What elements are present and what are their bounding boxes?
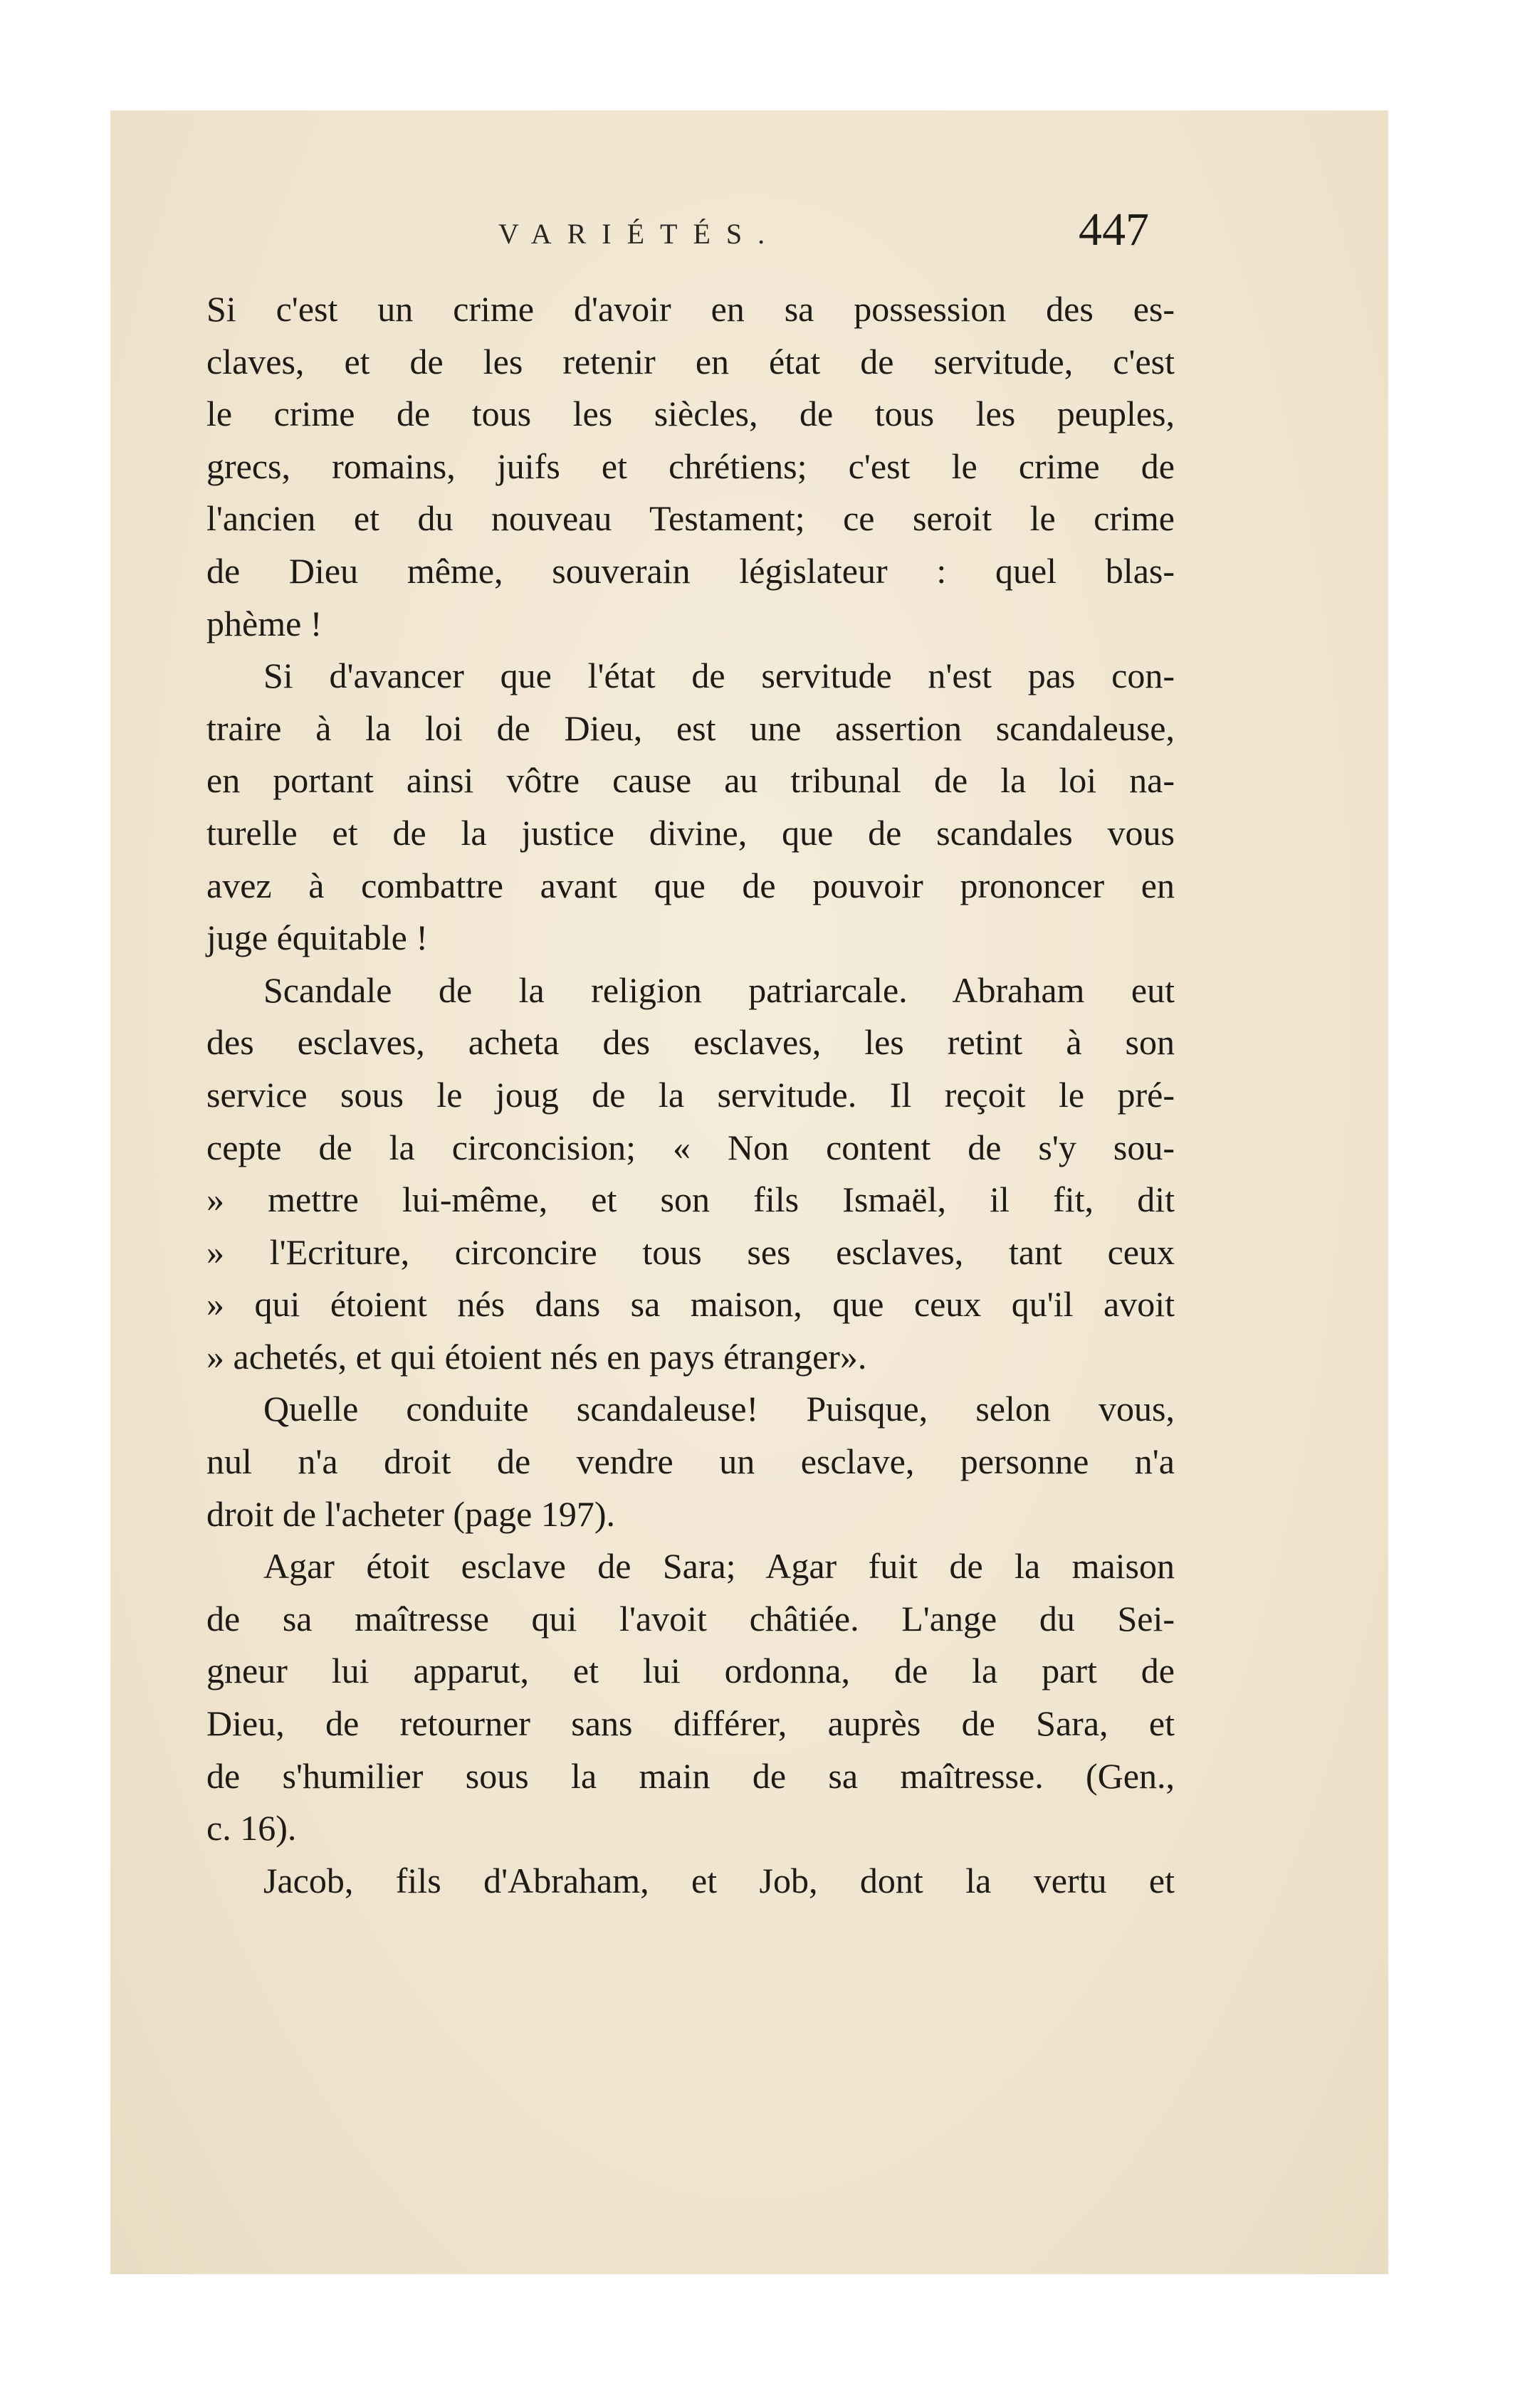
text-line: en portant ainsi vôtre cause au tribunal de la loi na- bbox=[206, 760, 1175, 801]
text-line: avez à combattre avant que de pouvoir prononcer en bbox=[206, 865, 1175, 905]
paragraph-first-line: Scandale de la religion patriarcale. Abraham eut bbox=[263, 969, 1175, 1010]
text-line: service sous le joug de la servitude. Il reçoit le pré- bbox=[206, 1074, 1175, 1115]
text-line: le crime de tous les siècles, de tous les peuples, bbox=[206, 394, 1175, 434]
text-line: grecs, romains, juifs et chrétiens; c'est le crime de bbox=[206, 446, 1175, 486]
text-line: traire à la loi de Dieu, est une assertion scandaleuse, bbox=[206, 708, 1175, 748]
text-line: de sa maîtresse qui l'avoit châtiée. L'ange du Sei- bbox=[206, 1598, 1175, 1639]
text-line: des esclaves, acheta des esclaves, les retint à son bbox=[206, 1022, 1175, 1063]
text-line: de s'humilier sous la main de sa maîtresse. (Gen., bbox=[206, 1755, 1175, 1796]
text-line: nul n'a droit de vendre un esclave, personne n'a bbox=[206, 1441, 1175, 1482]
page-number: 447 bbox=[1079, 204, 1149, 256]
text-line: droit de l'acheter (page 197). bbox=[206, 1493, 616, 1534]
paragraph-first-line: Jacob, fils d'Abraham, et Job, dont la vertu et bbox=[263, 1860, 1175, 1900]
text-line: juge équitable ! bbox=[206, 918, 428, 958]
paragraph-first-line: Quelle conduite scandaleuse! Puisque, selon vous, bbox=[263, 1389, 1175, 1429]
text-line: turelle et de la justice divine, que de scandales vous bbox=[206, 812, 1175, 853]
paragraph-first-line: Agar étoit esclave de Sara; Agar fuit de la maison bbox=[263, 1546, 1175, 1587]
text-line: Dieu, de retourner sans différer, auprès de Sara, et bbox=[206, 1703, 1175, 1744]
text-line: gneur lui apparut, et lui ordonna, de la part de bbox=[206, 1651, 1175, 1691]
text-line: » qui étoient nés dans sa maison, que ceux qu'il avoit bbox=[206, 1284, 1175, 1325]
paragraph-first-line: Si d'avancer que l'état de servitude n'est pas con- bbox=[263, 656, 1175, 696]
text-line: » l'Ecriture, circoncire tous ses esclaves, tant ceux bbox=[206, 1231, 1175, 1272]
text-line: de Dieu même, souverain législateur : quel blas- bbox=[206, 550, 1175, 591]
text-line: claves, et de les retenir en état de servitude, c'est bbox=[206, 341, 1175, 382]
text-line: » mettre lui-même, et son fils Ismaël, il fit, dit bbox=[206, 1179, 1175, 1220]
text-line: cepte de la circoncision; « Non content de s'y sou- bbox=[206, 1127, 1175, 1167]
text-line: Si c'est un crime d'avoir en sa possession des es- bbox=[206, 289, 1175, 329]
text-line: l'ancien et du nouveau Testament; ce seroit le crime bbox=[206, 498, 1175, 539]
text-line: phème ! bbox=[206, 603, 323, 643]
body-text bbox=[206, 283, 1175, 1907]
text-line: » achetés, et qui étoient nés en pays étranger». bbox=[206, 1336, 867, 1377]
running-title: VARIÉTÉS. bbox=[498, 218, 781, 250]
text-line: c. 16). bbox=[206, 1808, 297, 1849]
